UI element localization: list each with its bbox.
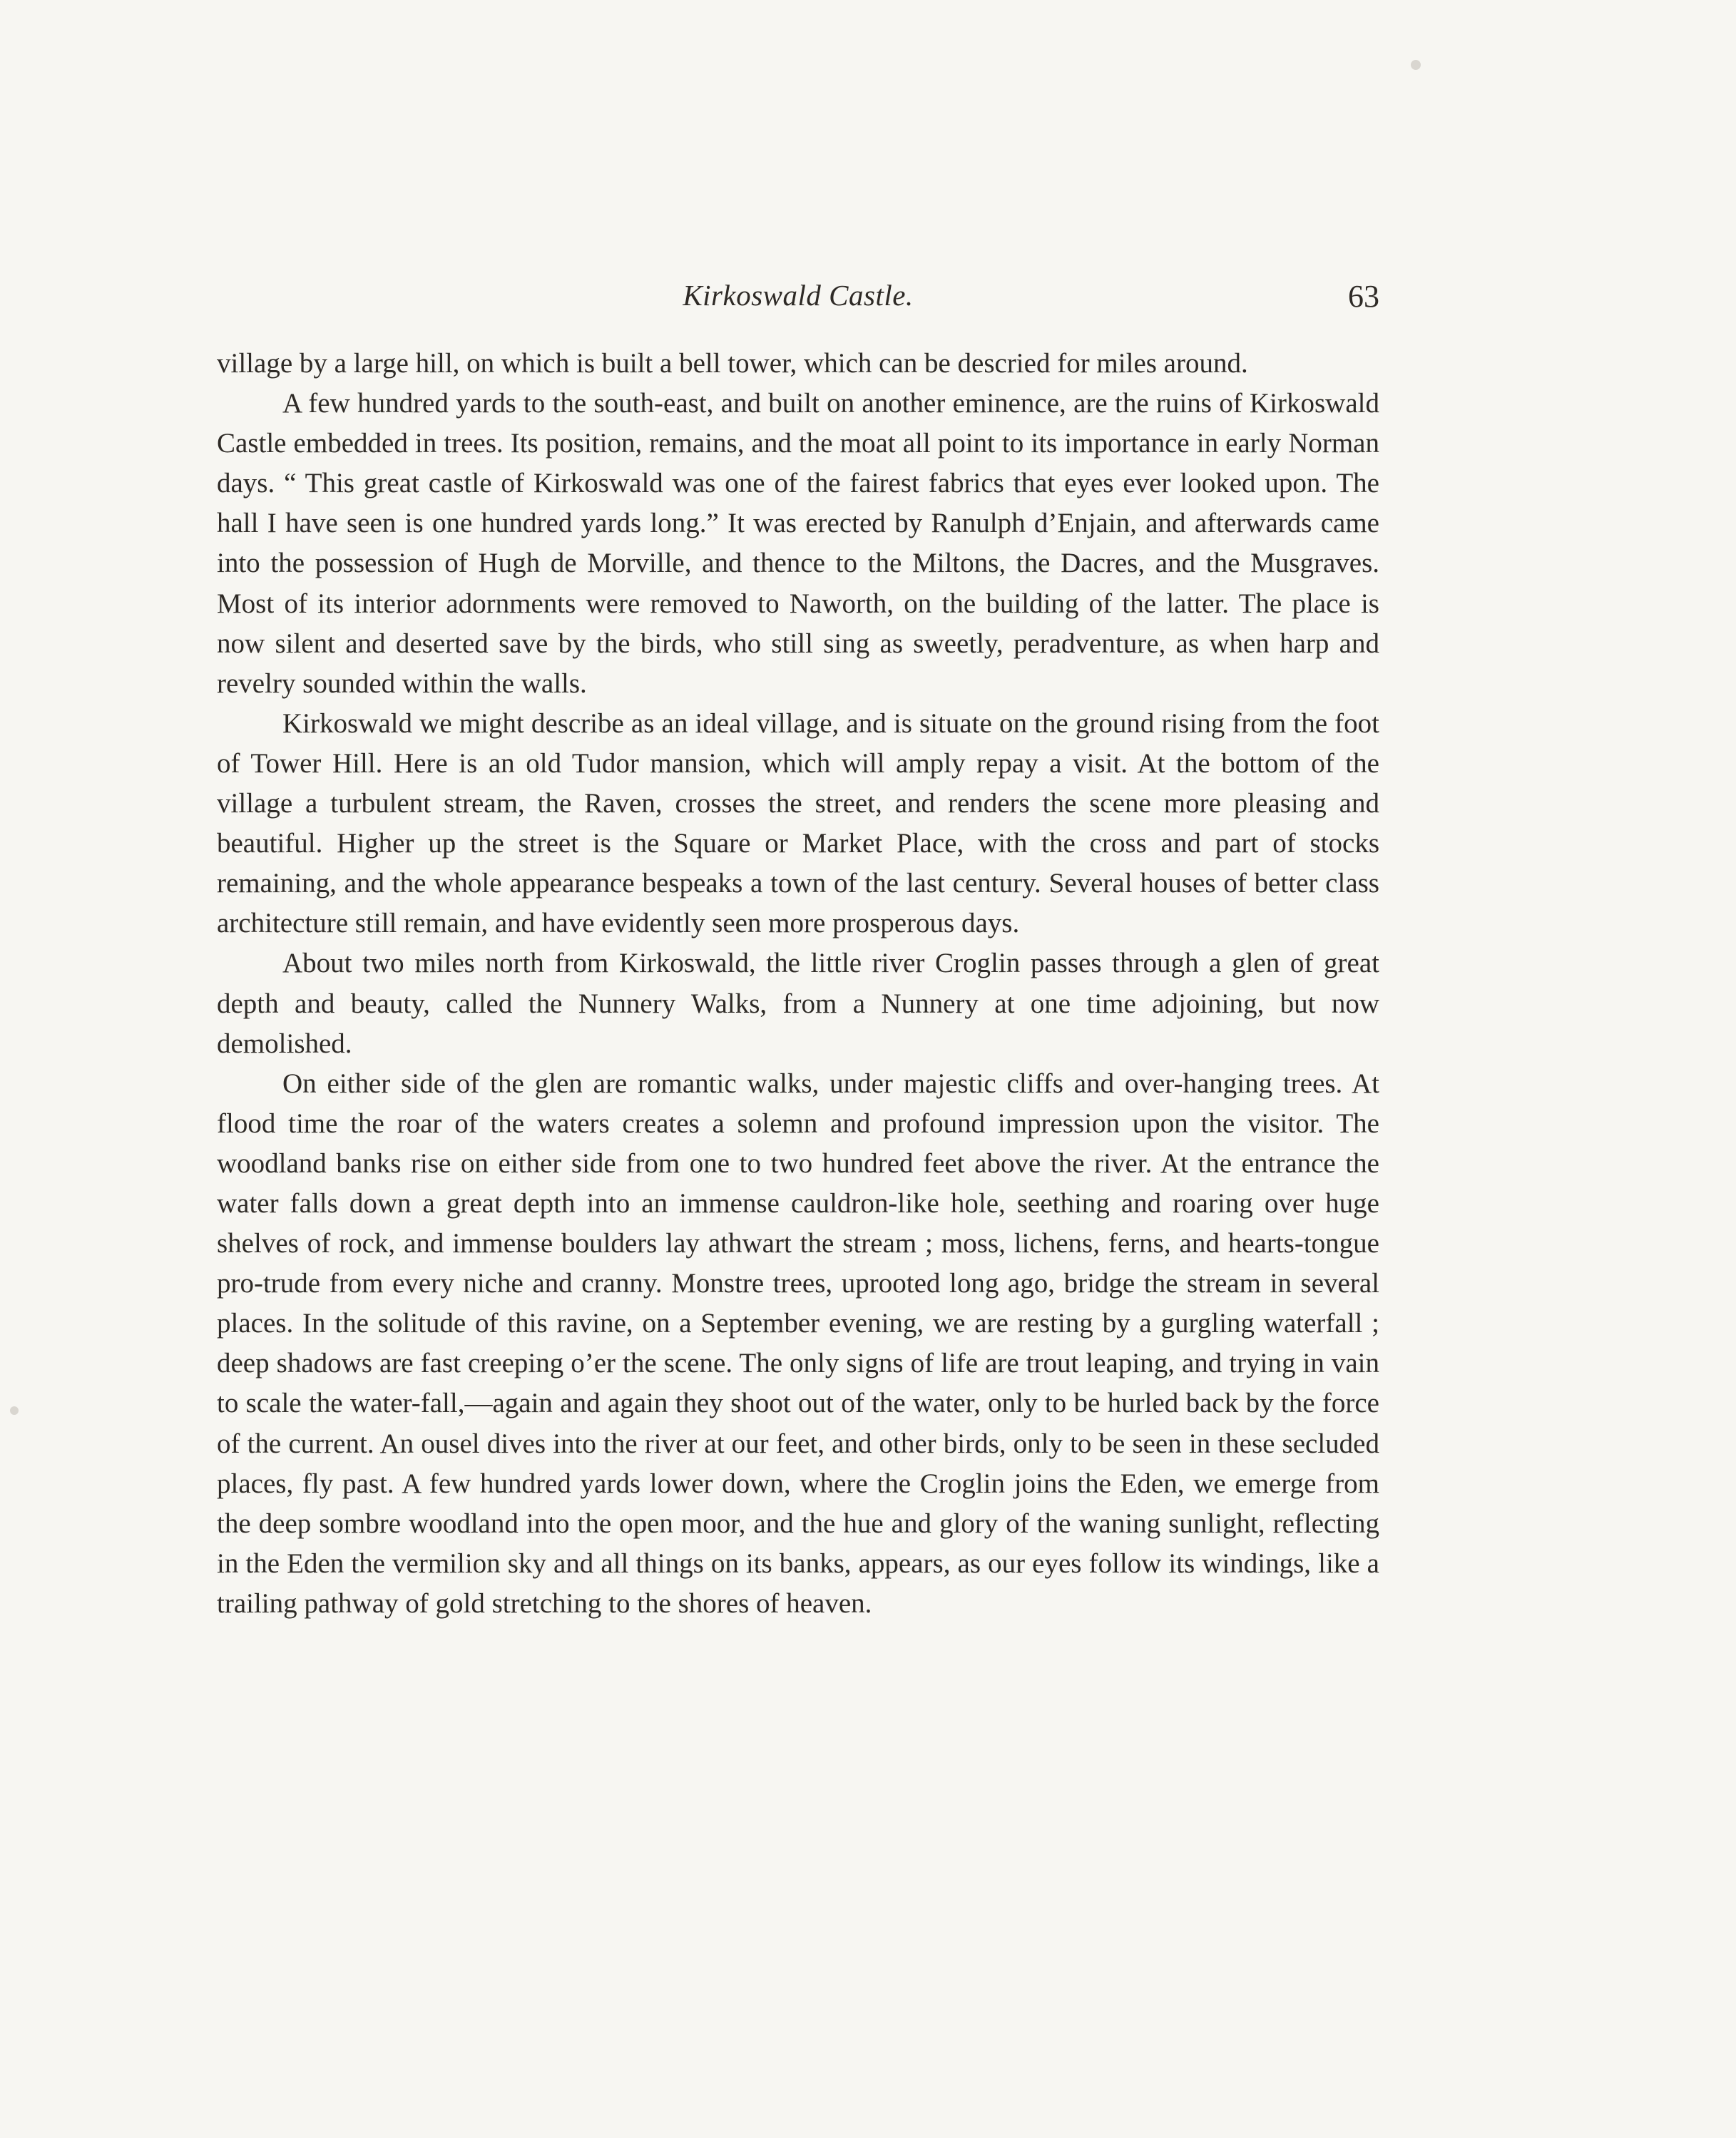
paper-speck [10, 1406, 19, 1415]
paragraph: On either side of the glen are romantic walks, under majestic cliffs and over-hanging trees. At flood time the roar of the waters creates a solemn and profound impression upon the visitor. The woodland banks rise on either side from one to two hundred feet above the river. At the entrance the water falls down a great depth into an immense cauldron-like hole, seething and roaring over huge shelves of rock, and immense boulders lay athwart the stream ; moss, lichens, ferns, and hearts-tongue pro-trude from every niche and cranny. Monstre trees, uprooted long ago, bridge the stream in several places. In the solitude of this ravine, on a September evening, we are resting by a gurgling waterfall ; deep shadows are fast creeping o’er the scene. The only signs of life are trout leaping, and trying in vain to scale the water-fall,—again and again they shoot out of the water, only to be hurled back by the force of the current. An ousel dives into the river at our feet, and other birds, only to be seen in these secluded places, fly past. A few hundred yards lower down, where the Croglin joins the Eden, we emerge from the deep sombre woodland into the open moor, and the hue and glory of the waning sunlight, reflecting in the Eden the vermilion sky and all things on its banks, appears, as our eyes follow its windings, like a trailing pathway of gold stretching to the shores of heaven. [217, 1068, 1379, 1619]
running-title: Kirkoswald Castle. [683, 279, 914, 312]
page-number: 63 [1348, 279, 1379, 314]
paragraph: Kirkoswald we might describe as an ideal village, and is situate on the ground rising from the foot of Tower Hill. Here is an old Tudor mansion, which will amply repay a visit. At the bottom of the village a turbulent stream, the Raven, crosses the street, and renders the scene more pleasing and beautiful. Higher up the street is the Square or Market Place, with the cross and part of stocks remaining, and the whole appearance bespeaks a town of the last century. Several houses of better class architecture still remain, and have evidently seen more prosperous days. [217, 707, 1379, 939]
paper-speck [1411, 60, 1421, 70]
paragraph: About two miles north from Kirkoswald, the little river Croglin passes through a glen of great depth and beauty, called the Nunnery Walks, from a Nunnery at one time adjoining, but now demolished. [217, 948, 1379, 1059]
running-head [217, 278, 1379, 328]
body-text [217, 344, 1379, 1624]
paragraph-continued: village by a large hill, on which is built a bell tower, which can be descried for miles around. [217, 348, 1248, 379]
paragraph: A few hundred yards to the south-east, and built on another eminence, are the ruins of Kirkoswald Castle embedded in trees. Its position, remains, and the moat all point to its importance in early Norman days. “ This great castle of Kirkoswald was one of the fairest fabrics that eyes ever looked upon. The hall I have seen is one hundred yards long.” It was erected by Ranulph d’Enjain, and afterwards came into the possession of Hugh de Morville, and thence to the Miltons, the Dacres, and the Musgraves. Most of its interior adornments were removed to Naworth, on the building of the latter. The place is now silent and deserted save by the birds, who still sing as sweetly, peradventure, as when harp and revelry sounded within the walls. [217, 388, 1379, 699]
